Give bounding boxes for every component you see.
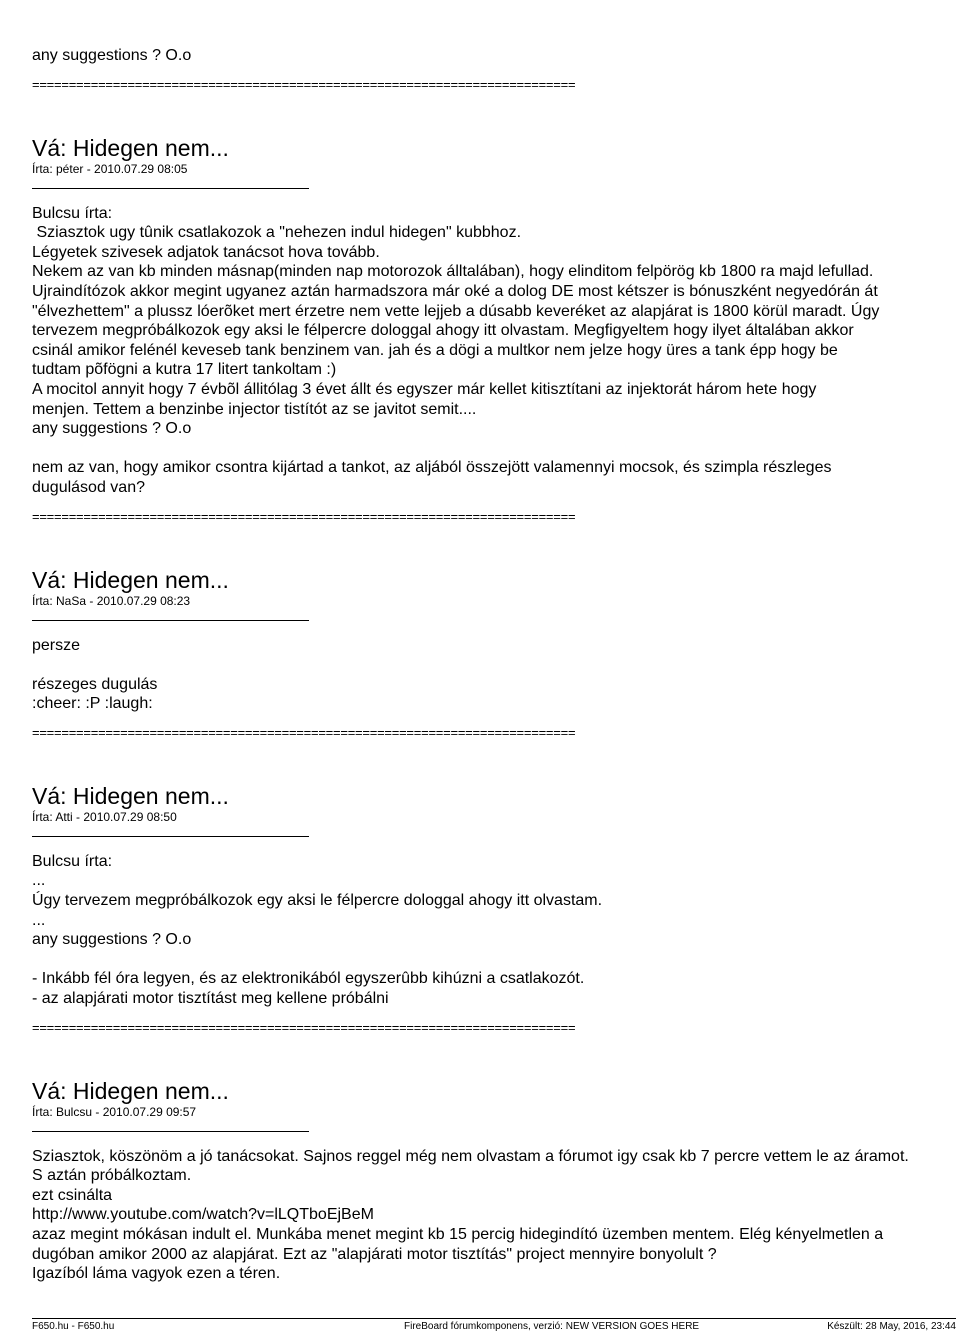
post-line: dugulásod van? <box>32 478 145 496</box>
post-line: Nekem az van kb minden másnap(minden nap motorozok álltalában), hogy elinditom felpörög kb 1800 ra majd lefullad. <box>32 263 874 281</box>
post-line: Sziasztok, köszönöm a jó tanácsokat. Sajnos reggel még nem olvastam a fórumot igy csak kb 7 percre vettem le az áramot. <box>32 1147 909 1165</box>
blank-line <box>32 439 957 459</box>
forum-post <box>32 784 957 1009</box>
post-line: ... <box>32 872 46 890</box>
forum-post <box>32 568 957 714</box>
post-author-date: Írta: NaSa - 2010.07.29 08:23 <box>32 593 191 608</box>
blank-line <box>32 655 957 675</box>
intro-line: any suggestions ? O.o <box>32 47 192 64</box>
post-line: részeges dugulás <box>32 675 158 693</box>
post-body <box>32 204 957 498</box>
post-line: Bulcsu írta: <box>32 204 113 222</box>
post-title: Vá: Hidegen nem... <box>32 1077 229 1104</box>
post-line: menjen. Tettem a benzinbe injector tistítót az se javitot semit.... <box>32 400 477 418</box>
post-body <box>32 852 957 1009</box>
forum-post <box>32 136 957 498</box>
post-line: "élvezhettem" a plussz lóerõket mert érzetre nem vette lejjeb a dúsabb keveréket az alapjárat is 1800 körül maradt. Úgy <box>32 302 880 320</box>
post-line: any suggestions ? O.o <box>32 420 192 438</box>
post-line: nem az van, hogy amikor csontra kijártad a tankot, az aljából összejött valamennyi mocsok, és szimpla részleges <box>32 459 832 477</box>
post-divider <box>32 836 309 837</box>
post-body <box>32 1147 957 1284</box>
post-line: Sziasztok ugy tûnik csatlakozok a "nehezen indul hidegen" kubbhoz. <box>32 224 522 242</box>
post-line: Igazíból láma vagyok ezen a téren. <box>32 1265 281 1283</box>
post-separator: ========================================================================== <box>32 1019 576 1035</box>
post-line: dugóban amikor 2000 az alapjárat. Ezt az "alapjárati motor tisztítás" project mennyire bonyolult ? <box>32 1245 717 1263</box>
post-separator: ========================================================================== <box>32 508 576 524</box>
post-line: ezt csinálta <box>32 1186 113 1204</box>
post-title: Vá: Hidegen nem... <box>32 566 229 593</box>
post-line: Ujraindítózok akkor megint ugyanez aztán harmadszora már oké a dolog DE most kétszer is bónuszként negyedórán át <box>32 282 878 300</box>
post-line: Bulcsu írta: <box>32 852 113 870</box>
post-line: tervezem megpróbálkozok egy aksi le félpercre dologgal ahogy itt olvastam. Megfigyeltem hogy ilyet általában akkor <box>32 322 854 340</box>
post-line: S aztán próbálkoztam. <box>32 1167 192 1185</box>
page-footer <box>32 1318 956 1332</box>
post-author-date: Írta: Bulcsu - 2010.07.29 09:57 <box>32 1104 197 1119</box>
post-separator: ========================================================================== <box>32 76 576 92</box>
post-line: Légyetek szivesek adjatok tanácsot hova tovább. <box>32 243 380 261</box>
post-author-date: Írta: Atti - 2010.07.29 08:50 <box>32 809 177 824</box>
footer-generated-date: Készült: 28 May, 2016, 23:44 <box>827 1321 956 1332</box>
post-line: csinál amikor felénél keveseb tank benzinem van. jah és a dögi a multkor nem jelze hogy üres a tank épp hogy be <box>32 341 838 359</box>
post-title: Vá: Hidegen nem... <box>32 782 229 809</box>
post-line: tudtam põfögni a kutra 17 litert tankoltam :) <box>32 361 337 379</box>
post-title: Vá: Hidegen nem... <box>32 134 229 161</box>
post-divider <box>32 188 309 189</box>
post-line: persze <box>32 636 81 654</box>
post-author-date: Írta: péter - 2010.07.29 08:05 <box>32 161 188 176</box>
page-content <box>32 46 957 1284</box>
post-line: - Inkább fél óra legyen, és az elektronikából egyszerûbb kihúzni a csatlakozót. <box>32 970 585 988</box>
post-line: azaz megint mókásan indult el. Munkába menet megint kb 15 percig hidegindító üzemben mentem. Elég kényelmetlen a <box>32 1226 884 1243</box>
post-separator: ========================================================================== <box>32 724 576 740</box>
post-line: ... <box>32 911 46 929</box>
video-link[interactable]: http://www.youtube.com/watch?v=lLQTboEjBeM <box>32 1206 374 1224</box>
post-line: A mocitol annyit hogy 7 évbõl állitólag 3 évet állt és egyszer már kellet kitisztítani az injektorát három hete hogy <box>32 380 817 398</box>
post-line: Úgy tervezem megpróbálkozok egy aksi le félpercre dologgal ahogy itt olvastam. <box>32 892 603 910</box>
footer-component: FireBoard fórumkomponens, verzió: NEW VERSION GOES HERE <box>404 1321 700 1332</box>
post-body <box>32 636 957 714</box>
post-line: - az alapjárati motor tisztítást meg kellene próbálni <box>32 990 389 1008</box>
post-divider <box>32 1131 309 1132</box>
blank-line <box>32 950 957 970</box>
post-divider <box>32 620 309 621</box>
post-line: any suggestions ? O.o <box>32 931 192 949</box>
post-line: :cheer: :P :laugh: <box>32 695 153 713</box>
forum-post <box>32 1079 957 1284</box>
footer-site: F650.hu - F650.hu <box>32 1321 115 1332</box>
